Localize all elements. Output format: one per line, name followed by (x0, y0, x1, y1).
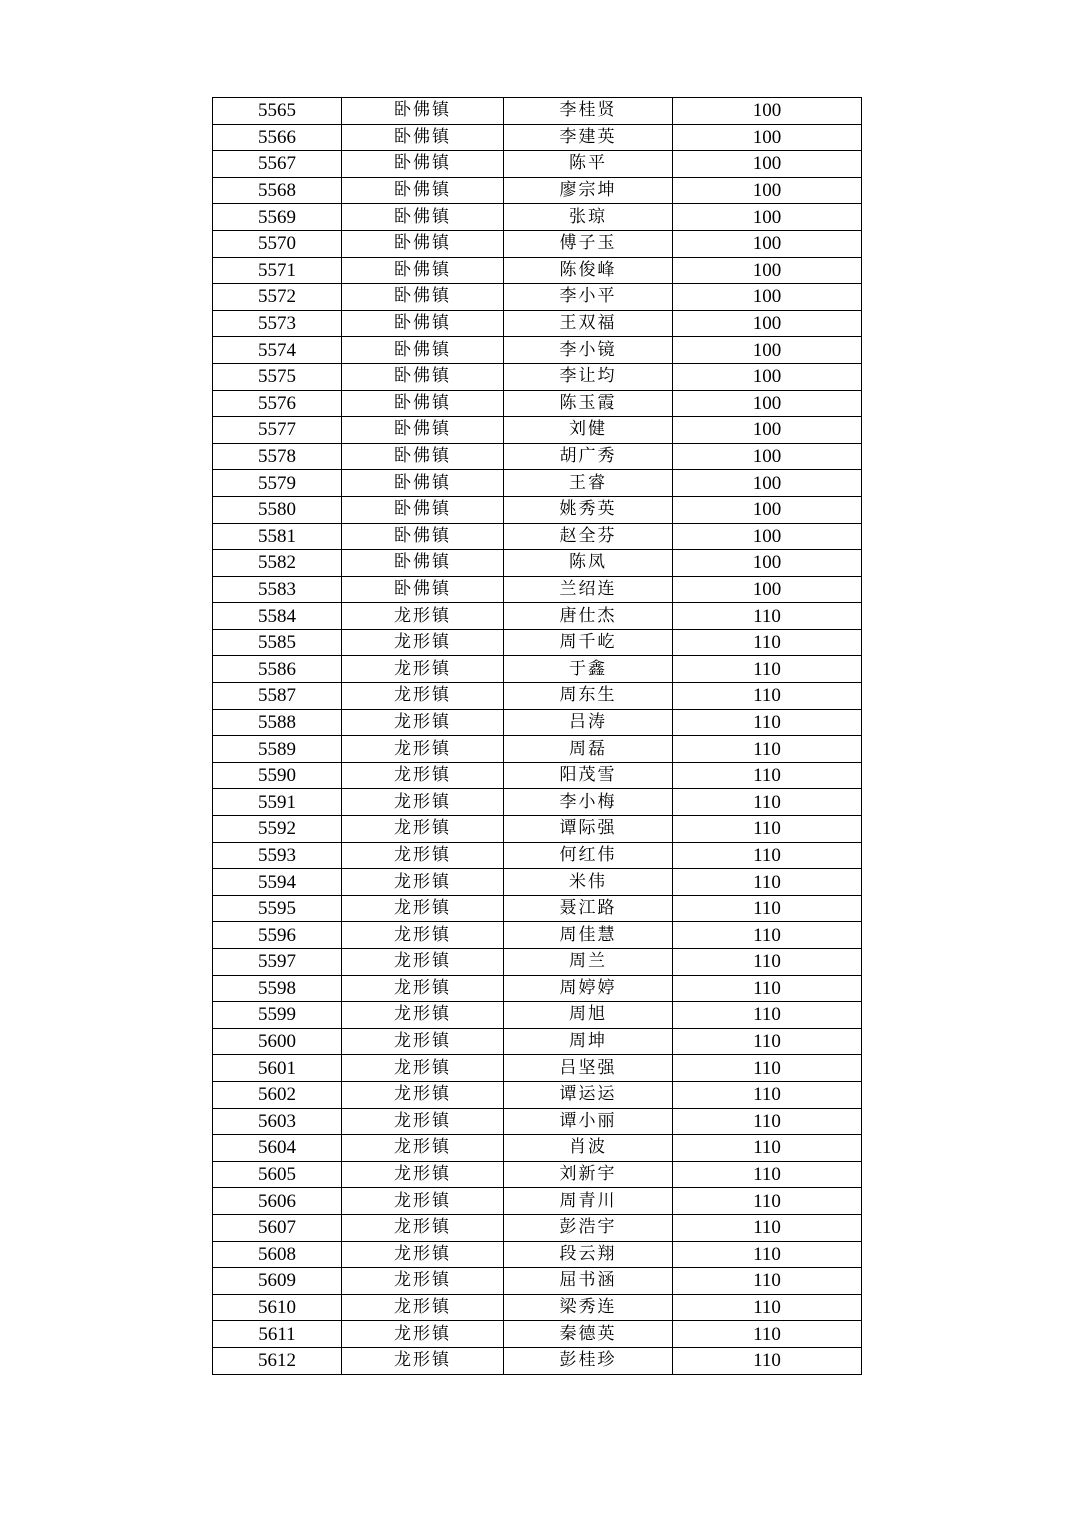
amount-cell: 110 (673, 895, 862, 922)
row-number-cell: 5599 (213, 1002, 342, 1029)
amount-cell: 110 (673, 1135, 862, 1162)
data-table (212, 97, 862, 1375)
person-name-cell: 赵全芬 (504, 523, 673, 550)
person-name-cell: 傅子玉 (504, 230, 673, 257)
person-name-cell: 周东生 (504, 683, 673, 710)
row-number-cell: 5610 (213, 1294, 342, 1321)
row-number-cell: 5575 (213, 363, 342, 390)
table-row (213, 869, 862, 896)
town-cell: 卧佛镇 (342, 204, 504, 231)
table-row (213, 417, 862, 444)
amount-cell: 100 (673, 576, 862, 603)
amount-cell: 100 (673, 284, 862, 311)
row-number-cell: 5590 (213, 762, 342, 789)
town-cell: 龙形镇 (342, 736, 504, 763)
town-cell: 卧佛镇 (342, 496, 504, 523)
amount-cell: 110 (673, 1002, 862, 1029)
town-cell: 卧佛镇 (342, 98, 504, 125)
table-row (213, 816, 862, 843)
table-row (213, 177, 862, 204)
town-cell: 龙形镇 (342, 869, 504, 896)
amount-cell: 100 (673, 230, 862, 257)
person-name-cell: 谭小丽 (504, 1108, 673, 1135)
table-row (213, 443, 862, 470)
person-name-cell: 彭桂珍 (504, 1347, 673, 1374)
town-cell: 龙形镇 (342, 1321, 504, 1348)
town-cell: 卧佛镇 (342, 523, 504, 550)
town-cell: 龙形镇 (342, 975, 504, 1002)
town-cell: 卧佛镇 (342, 177, 504, 204)
town-cell: 卧佛镇 (342, 284, 504, 311)
table-row (213, 1135, 862, 1162)
town-cell: 龙形镇 (342, 1161, 504, 1188)
table-row (213, 470, 862, 497)
amount-cell: 110 (673, 1321, 862, 1348)
table-row (213, 1028, 862, 1055)
person-name-cell: 吕坚强 (504, 1055, 673, 1082)
amount-cell: 110 (673, 629, 862, 656)
person-name-cell: 周青川 (504, 1188, 673, 1215)
amount-cell: 100 (673, 151, 862, 178)
person-name-cell: 胡广秀 (504, 443, 673, 470)
person-name-cell: 聂江路 (504, 895, 673, 922)
row-number-cell: 5602 (213, 1081, 342, 1108)
person-name-cell: 廖宗坤 (504, 177, 673, 204)
table-row (213, 337, 862, 364)
person-name-cell: 于鑫 (504, 656, 673, 683)
person-name-cell: 李小镜 (504, 337, 673, 364)
table-row (213, 124, 862, 151)
table-row (213, 496, 862, 523)
town-cell: 龙形镇 (342, 1028, 504, 1055)
row-number-cell: 5603 (213, 1108, 342, 1135)
person-name-cell: 陈平 (504, 151, 673, 178)
town-cell: 龙形镇 (342, 1108, 504, 1135)
amount-cell: 110 (673, 842, 862, 869)
row-number-cell: 5591 (213, 789, 342, 816)
row-number-cell: 5569 (213, 204, 342, 231)
table-row (213, 1161, 862, 1188)
person-name-cell: 周兰 (504, 949, 673, 976)
table-row (213, 576, 862, 603)
row-number-cell: 5586 (213, 656, 342, 683)
table-row (213, 1241, 862, 1268)
amount-cell: 100 (673, 470, 862, 497)
table-row (213, 922, 862, 949)
town-cell: 卧佛镇 (342, 417, 504, 444)
table-row (213, 736, 862, 763)
table-row (213, 523, 862, 550)
town-cell: 卧佛镇 (342, 443, 504, 470)
table-row (213, 1108, 862, 1135)
person-name-cell: 李小平 (504, 284, 673, 311)
town-cell: 龙形镇 (342, 895, 504, 922)
table-row (213, 151, 862, 178)
town-cell: 龙形镇 (342, 922, 504, 949)
town-cell: 龙形镇 (342, 603, 504, 630)
person-name-cell: 唐仕杰 (504, 603, 673, 630)
person-name-cell: 王双福 (504, 310, 673, 337)
town-cell: 卧佛镇 (342, 550, 504, 577)
row-number-cell: 5596 (213, 922, 342, 949)
row-number-cell: 5574 (213, 337, 342, 364)
amount-cell: 100 (673, 363, 862, 390)
table-row (213, 1081, 862, 1108)
row-number-cell: 5595 (213, 895, 342, 922)
row-number-cell: 5592 (213, 816, 342, 843)
row-number-cell: 5577 (213, 417, 342, 444)
row-number-cell: 5597 (213, 949, 342, 976)
person-name-cell: 周坤 (504, 1028, 673, 1055)
person-name-cell: 周千屹 (504, 629, 673, 656)
town-cell: 卧佛镇 (342, 470, 504, 497)
town-cell: 卧佛镇 (342, 576, 504, 603)
town-cell: 龙形镇 (342, 1055, 504, 1082)
person-name-cell: 刘健 (504, 417, 673, 444)
person-name-cell: 李桂贤 (504, 98, 673, 125)
amount-cell: 100 (673, 124, 862, 151)
row-number-cell: 5588 (213, 709, 342, 736)
person-name-cell: 周旭 (504, 1002, 673, 1029)
person-name-cell: 李小梅 (504, 789, 673, 816)
amount-cell: 100 (673, 204, 862, 231)
person-name-cell: 何红伟 (504, 842, 673, 869)
town-cell: 卧佛镇 (342, 310, 504, 337)
table-row (213, 629, 862, 656)
amount-cell: 100 (673, 337, 862, 364)
amount-cell: 110 (673, 1294, 862, 1321)
table-row (213, 949, 862, 976)
row-number-cell: 5570 (213, 230, 342, 257)
amount-cell: 110 (673, 1268, 862, 1295)
amount-cell: 110 (673, 922, 862, 949)
table-row (213, 683, 862, 710)
person-name-cell: 王睿 (504, 470, 673, 497)
table-row (213, 603, 862, 630)
person-name-cell: 周佳慧 (504, 922, 673, 949)
row-number-cell: 5579 (213, 470, 342, 497)
town-cell: 龙形镇 (342, 1081, 504, 1108)
amount-cell: 110 (673, 1241, 862, 1268)
town-cell: 龙形镇 (342, 1268, 504, 1295)
person-name-cell: 彭浩宇 (504, 1214, 673, 1241)
person-name-cell: 米伟 (504, 869, 673, 896)
table-row (213, 762, 862, 789)
person-name-cell: 陈俊峰 (504, 257, 673, 284)
person-name-cell: 谭际强 (504, 816, 673, 843)
table-body (213, 98, 862, 1375)
town-cell: 卧佛镇 (342, 124, 504, 151)
table-row (213, 390, 862, 417)
amount-cell: 100 (673, 417, 862, 444)
town-cell: 龙形镇 (342, 789, 504, 816)
amount-cell: 100 (673, 443, 862, 470)
table-row (213, 284, 862, 311)
person-name-cell: 陈凤 (504, 550, 673, 577)
table-row (213, 310, 862, 337)
table-row (213, 842, 862, 869)
town-cell: 卧佛镇 (342, 151, 504, 178)
person-name-cell: 刘新宇 (504, 1161, 673, 1188)
town-cell: 龙形镇 (342, 949, 504, 976)
amount-cell: 110 (673, 1161, 862, 1188)
town-cell: 龙形镇 (342, 1241, 504, 1268)
town-cell: 龙形镇 (342, 816, 504, 843)
person-name-cell: 兰绍连 (504, 576, 673, 603)
amount-cell: 110 (673, 1028, 862, 1055)
town-cell: 龙形镇 (342, 709, 504, 736)
amount-cell: 110 (673, 656, 862, 683)
amount-cell: 110 (673, 869, 862, 896)
amount-cell: 110 (673, 975, 862, 1002)
table-row (213, 204, 862, 231)
town-cell: 龙形镇 (342, 1294, 504, 1321)
table-row (213, 363, 862, 390)
person-name-cell: 姚秀英 (504, 496, 673, 523)
amount-cell: 110 (673, 1347, 862, 1374)
table-row (213, 1214, 862, 1241)
town-cell: 龙形镇 (342, 683, 504, 710)
table-row (213, 1055, 862, 1082)
person-name-cell: 吕涛 (504, 709, 673, 736)
person-name-cell: 李建英 (504, 124, 673, 151)
town-cell: 龙形镇 (342, 629, 504, 656)
table-row (213, 895, 862, 922)
amount-cell: 100 (673, 523, 862, 550)
amount-cell: 100 (673, 390, 862, 417)
row-number-cell: 5565 (213, 98, 342, 125)
row-number-cell: 5572 (213, 284, 342, 311)
table-row (213, 1188, 862, 1215)
amount-cell: 110 (673, 709, 862, 736)
row-number-cell: 5611 (213, 1321, 342, 1348)
row-number-cell: 5600 (213, 1028, 342, 1055)
amount-cell: 100 (673, 257, 862, 284)
amount-cell: 110 (673, 1188, 862, 1215)
town-cell: 卧佛镇 (342, 337, 504, 364)
table-row (213, 1294, 862, 1321)
amount-cell: 100 (673, 496, 862, 523)
town-cell: 龙形镇 (342, 1214, 504, 1241)
table-row (213, 230, 862, 257)
table-row (213, 1002, 862, 1029)
row-number-cell: 5598 (213, 975, 342, 1002)
amount-cell: 110 (673, 762, 862, 789)
amount-cell: 110 (673, 1081, 862, 1108)
amount-cell: 110 (673, 1214, 862, 1241)
table-row (213, 656, 862, 683)
town-cell: 卧佛镇 (342, 230, 504, 257)
amount-cell: 110 (673, 683, 862, 710)
person-name-cell: 梁秀连 (504, 1294, 673, 1321)
amount-cell: 100 (673, 550, 862, 577)
person-name-cell: 周磊 (504, 736, 673, 763)
town-cell: 龙形镇 (342, 842, 504, 869)
town-cell: 龙形镇 (342, 656, 504, 683)
person-name-cell: 谭运运 (504, 1081, 673, 1108)
person-name-cell: 阳茂雪 (504, 762, 673, 789)
row-number-cell: 5594 (213, 869, 342, 896)
row-number-cell: 5584 (213, 603, 342, 630)
town-cell: 卧佛镇 (342, 257, 504, 284)
town-cell: 龙形镇 (342, 1002, 504, 1029)
row-number-cell: 5582 (213, 550, 342, 577)
table-row (213, 789, 862, 816)
town-cell: 龙形镇 (342, 1188, 504, 1215)
town-cell: 卧佛镇 (342, 390, 504, 417)
person-name-cell: 张琼 (504, 204, 673, 231)
person-name-cell: 李让均 (504, 363, 673, 390)
table-row (213, 1321, 862, 1348)
town-cell: 龙形镇 (342, 762, 504, 789)
row-number-cell: 5609 (213, 1268, 342, 1295)
table-row (213, 975, 862, 1002)
row-number-cell: 5580 (213, 496, 342, 523)
table-row (213, 1268, 862, 1295)
row-number-cell: 5566 (213, 124, 342, 151)
row-number-cell: 5601 (213, 1055, 342, 1082)
row-number-cell: 5583 (213, 576, 342, 603)
row-number-cell: 5585 (213, 629, 342, 656)
amount-cell: 100 (673, 177, 862, 204)
row-number-cell: 5581 (213, 523, 342, 550)
amount-cell: 110 (673, 1055, 862, 1082)
person-name-cell: 秦德英 (504, 1321, 673, 1348)
amount-cell: 110 (673, 816, 862, 843)
row-number-cell: 5587 (213, 683, 342, 710)
amount-cell: 110 (673, 789, 862, 816)
table-row (213, 709, 862, 736)
row-number-cell: 5568 (213, 177, 342, 204)
row-number-cell: 5605 (213, 1161, 342, 1188)
person-name-cell: 陈玉霞 (504, 390, 673, 417)
person-name-cell: 屈书涵 (504, 1268, 673, 1295)
town-cell: 龙形镇 (342, 1135, 504, 1162)
amount-cell: 110 (673, 1108, 862, 1135)
row-number-cell: 5576 (213, 390, 342, 417)
amount-cell: 110 (673, 736, 862, 763)
town-cell: 龙形镇 (342, 1347, 504, 1374)
row-number-cell: 5612 (213, 1347, 342, 1374)
amount-cell: 110 (673, 603, 862, 630)
row-number-cell: 5573 (213, 310, 342, 337)
town-cell: 卧佛镇 (342, 363, 504, 390)
row-number-cell: 5608 (213, 1241, 342, 1268)
amount-cell: 110 (673, 949, 862, 976)
table-row (213, 550, 862, 577)
row-number-cell: 5607 (213, 1214, 342, 1241)
person-name-cell: 段云翔 (504, 1241, 673, 1268)
amount-cell: 100 (673, 98, 862, 125)
row-number-cell: 5593 (213, 842, 342, 869)
row-number-cell: 5578 (213, 443, 342, 470)
table-row (213, 1347, 862, 1374)
row-number-cell: 5606 (213, 1188, 342, 1215)
amount-cell: 100 (673, 310, 862, 337)
row-number-cell: 5604 (213, 1135, 342, 1162)
person-name-cell: 周婷婷 (504, 975, 673, 1002)
row-number-cell: 5571 (213, 257, 342, 284)
table-row (213, 257, 862, 284)
row-number-cell: 5589 (213, 736, 342, 763)
table-row (213, 98, 862, 125)
person-name-cell: 肖波 (504, 1135, 673, 1162)
row-number-cell: 5567 (213, 151, 342, 178)
